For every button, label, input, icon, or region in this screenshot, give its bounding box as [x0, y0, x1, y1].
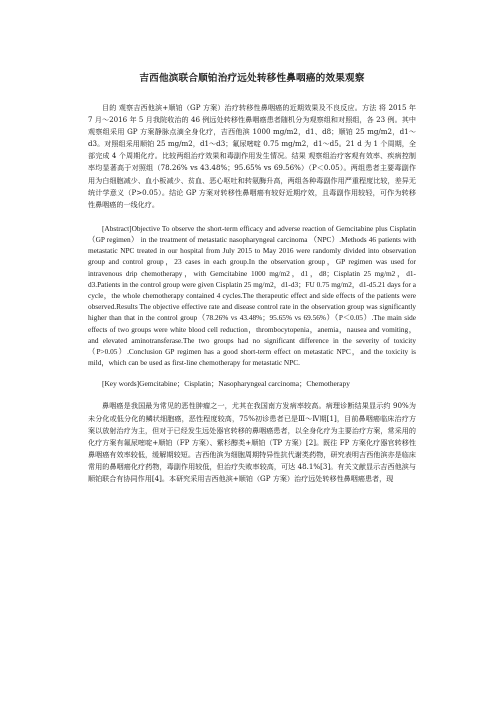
abstract-chinese: 目的 观察吉西他滨+顺铂（GP 方案）治疗转移性鼻咽癌的近期效果及不良反应。方法 将 2015 年 7 月～2016 年 5 月我院收治的 46 例远处转移性鼻咽癌患者随机分为观察组和对照组，各 23 例。其中观察组采用 GP 方案静脉点滴全身化疗，吉西他滨 1000 mg/m2，d1、d8；顺铂 25 mg/m2，d1～d3。对照组采用顺铂 25 mg/m2，d1～d3；氟尿嘧啶 0.75 mg/m2，d1～d5。21 d 为 1 个周期，全部完成 4 个周期化疗。比较两组治疗效果和毒副作用发生情况。结果 观察组治疗客观有效率、疾病控制率均显著高于对照组（78.26% vs 43.48%；95.65% vs 69.56%）（P＜0.05）。两组患者主要毒副作用为白细胞减少、血小板减少、贫血、恶心呕吐和转氨酶升高，两组各种毒副作用严重程度比较，差异无统计学意义（P>0.05）。结论 GP 方案对转移性鼻咽癌有较好近期疗效，且毒副作用较轻，可作为转移性鼻咽癌的一线化疗。	[88, 103, 416, 209]
article-body	[88, 70, 416, 485]
abstract-english: [Abstract]Objective To observe the short-term efficacy and adverse reaction of Gemcitabine plus Cisplatin（GP regimen） in the treatment of metastatic nasopharyngeal carcinoma （NPC）.Methods 46 patients with metastatic NPC treated in our hospital from July 2015 to May 2016 were randomly divided into observation group and control group，23 cases in each group.In the observation group，GP regimen was used for intravenous drip chemotherapy，with Gemcitabine 1000 mg/m2，d1，d8；Cisplatin 25 mg/m2，d1-d3.Patients in the control group were given Cisplatin 25 mg/m2，d1-d3；FU 0.75 mg/m2，d1-d5.21 days for a cycle，the whole chemotherapy contained 4 cycles.The therapeutic effect and side effects of the patients were observed.Results The objective effective rate and disease control rate in the observation group was significantly higher than that in the control group（78.26% vs 43.48%；95.65% vs 69.56%）（P＜0.05）.The main side effects of two groups were white blood cell reduction，thrombocytopenia，anemia，nausea and vomiting，and elevated aminotransferase.The two groups had no significant difference in the severity of toxicity （P>0.05）.Conclusion GP regimen has a good short-term effect on metastatic NPC，and the toxicity is mild，which can be used as first-line chemotherapy for metastatic NPC.	[88, 223, 416, 368]
article-title: 吉西他滨联合顺铂治疗远处转移性鼻咽癌的效果观察	[139, 73, 365, 84]
introduction-paragraph: 鼻咽癌是我国最为常见的恶性肿瘤之一，尤其在我国南方发病率较高。病理诊断结果显示约 90%为未分化或低分化的鳞状细胞癌，恶性程度较高，75%初诊患者已是Ⅲ～Ⅳ期[1]，目前鼻咽癌临床治疗方案以放射治疗为主，但对于已经发生远处器官转移的鼻咽癌患者，以全身化疗为主要治疗方案，常采用的化疗方案有氟尿嘧啶+顺铂（FP 方案）、紫杉醇类+顺铂（TP 方案）[2]。既往 FP 方案化疗器官转移性鼻咽癌有效率较低，缓解期较短。吉西他滨为细胞周期特异性抗代谢类药物，研究表明吉西他滨亦是临床常用的鼻咽癌化疗药物，毒副作用较低，但治疗失败率较高，可达 48.1%[3]。有关文献显示吉西他滨与顺铂联合有协同作用[4]。本研究采用吉西他滨+顺铂（GP 方案）治疗远处转移性鼻咽癌患者，现	[88, 401, 416, 484]
keywords: [Key words]Gemcitabine；Cisplatin；Nasopharyngeal carcinoma；Chemotherapy	[102, 379, 350, 389]
